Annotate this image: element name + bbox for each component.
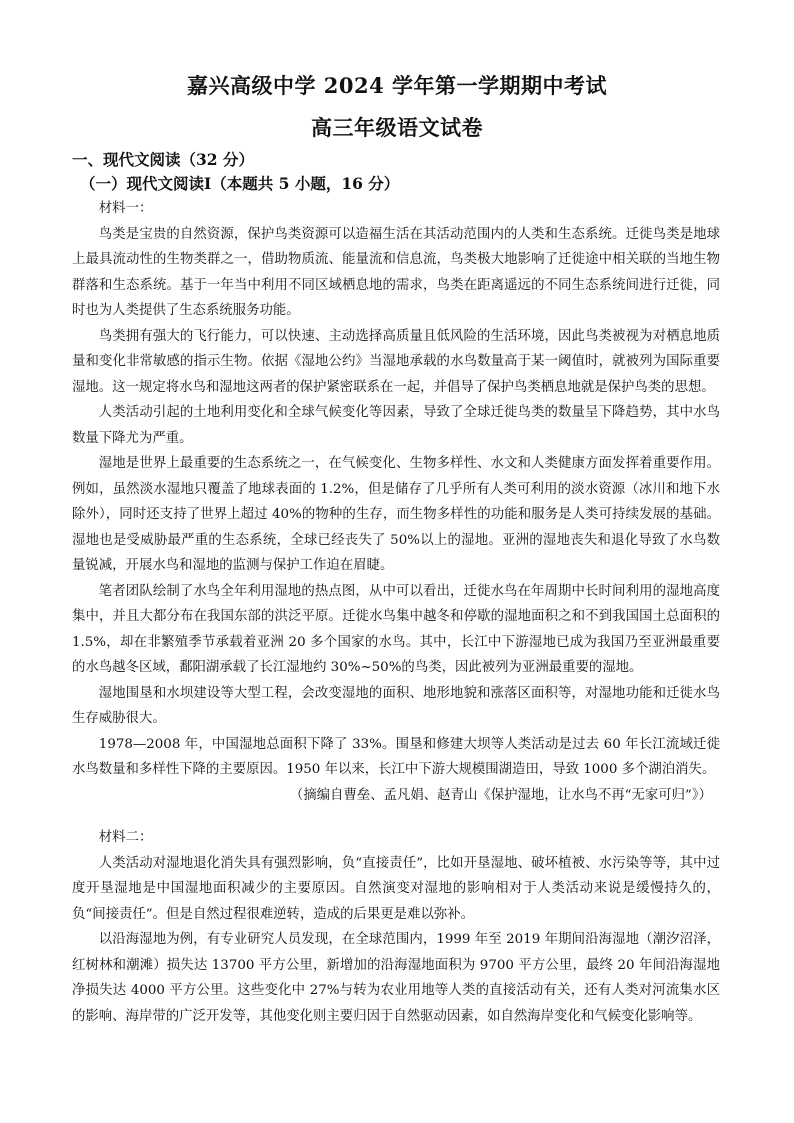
material-one	[72, 196, 720, 808]
paragraph: 鸟类是宝贵的自然资源，保护鸟类资源可以造福生活在其活动范围内的人类和生态系统。迁徙鸟类是地球上最具流动性的生物类群之一，借助物质流、能量流和信息流，鸟类极大地影响了迁徙途中相关联的当地生物群落和生态系统。基于一年当中利用不同区域栖息地的需求，鸟类在距离遥远的不同生态系统间进行迁徙，同时也为人类提供了生态系统服务功能。	[72, 226, 720, 318]
section-heading: 一、现代文阅读（32 分）	[72, 150, 254, 169]
paragraph: 笔者团队绘制了水鸟全年利用湿地的热点图，从中可以看出，迁徙水鸟在年周期中长时间利用的湿地高度集中，并且大都分布在我国东部的洪泛平原。迁徙水鸟集中越冬和停歇的湿地面积之和不到我国国土总面积的 1.5%，却在非繁殖季节承载着亚洲 20 多个国家的水鸟。其中，长江中下游湿地已成为我国乃至亚洲最重要的水鸟越冬区域，鄱阳湖承载了长江湿地约 30%~50%的鸟类，因此被列为亚洲最重要的湿地。	[72, 583, 720, 675]
paragraph: 以沿海湿地为例，有专业研究人员发现，在全球范围内，1999 年至 2019 年期间沿海湿地（潮汐沼泽，红树林和潮滩）损失达 13700 平方公里，新增加的沿海湿地面积为 9700 平方公里，最终 20 年间沿海湿地净损失达 4000 平方公里。这些变化中 27%与转为农业用地等人类的直接活动有关，还有人类对河流集水区的影响、海岸带的广泛开发等，其他变化则主要归因于自然驱动因素，如自然海岸变化和气候变化影响等。	[72, 932, 720, 1024]
paragraph: 鸟类拥有强大的飞行能力，可以快速、主动选择高质量且低风险的生活环境，因此鸟类被视为对栖息地质量和变化非常敏感的指示生物。依据《湿地公约》当湿地承载的水鸟数量高于某一阈值时，就被列为国际重要湿地。这一规定将水鸟和湿地这两者的保护紧密联系在一起，并倡导了保护鸟类栖息地就是保护鸟类的思想。	[72, 328, 720, 395]
paragraph: 湿地围垦和水坝建设等大型工程，会改变湿地的面积、地形地貌和涨落区面积等，对湿地功能和迁徙水鸟生存威胁很大。	[72, 685, 720, 726]
paragraph: 1978—2008 年，中国湿地总面积下降了 33%。围垦和修建大坝等人类活动是过去 60 年长江流域迁徙水鸟数量和多样性下降的主要原因。1950 年以来，长江中下游大规模围湖造田，导致 1000 多个湖泊消失。	[72, 736, 720, 777]
section-subheading: （一）现代文阅读Ⅰ（本题共 5 小题，16 分）	[80, 174, 400, 193]
material-one-label: 材料一：	[98, 201, 153, 216]
paragraph: 人类活动引起的土地利用变化和全球气候变化等因素，导致了全球迁徙鸟类的数量呈下降趋势，其中水鸟数量下降尤为严重。	[72, 405, 720, 446]
paragraph: 人类活动对湿地退化消失具有强烈影响，负“直接责任”，比如开垦湿地、破坏植被、水污染等等，其中过度开垦湿地是中国湿地面积减少的主要原因。自然演变对湿地的影响相对于人类活动来说是缓慢持久的，负“间接责任”。但是自然过程很难逆转，造成的后果更是难以弥补。	[72, 855, 720, 922]
material-two	[72, 825, 720, 1029]
source-citation: （摘编自曹垒、孟凡娟、赵青山《保护湿地，让水鸟不再“无家可归”》）	[289, 787, 712, 803]
material-two-label: 材料二：	[98, 830, 153, 845]
exam-title: 嘉兴高级中学 2024 学年第一学期期中考试	[186, 73, 608, 98]
exam-subtitle: 高三年级语文试卷	[311, 115, 483, 140]
paragraph: 湿地是世界上最重要的生态系统之一，在气候变化、生物多样性、水文和人类健康方面发挥着重要作用。例如，虽然淡水湿地只覆盖了地球表面的 1.2%，但是储存了几乎所有人类可利用的淡水资源（冰川和地下水除外），同时还支持了世界上超过 40%的物种的生存，而生物多样性的功能和服务是人类可持续发展的基础。湿地也是受威胁最严重的生态系统，全球已经丧失了 50%以上的湿地。亚洲的湿地丧失和退化导致了水鸟数量锐减，开展水鸟和湿地的监测与保护工作迫在眉睫。	[72, 456, 720, 573]
